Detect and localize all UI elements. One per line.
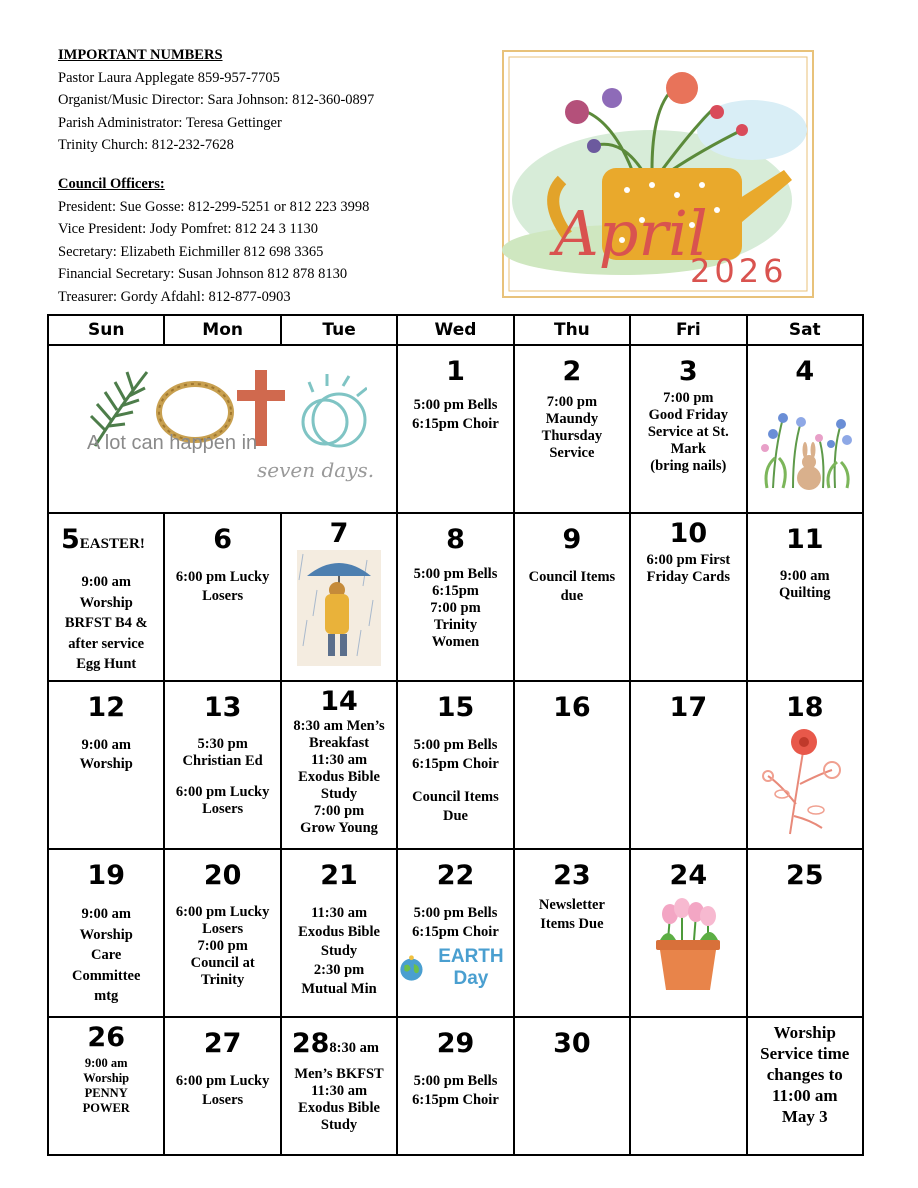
note-line: changes to [766,1065,843,1084]
day-cell-10 [630,513,746,681]
day-cell-26 [48,1017,164,1155]
treasurer-line: Treasurer: Gordy Afdahl: 812-877-0903 [58,288,291,305]
day-number: 18 [785,692,824,723]
year-label: 2026 [690,252,788,290]
note-line: Service time [760,1044,850,1063]
council-officers-heading: Council Officers: [58,175,165,192]
earth-day-text: EARTH Day [438,946,504,989]
event-line: 6:15pm Choir [412,1092,499,1108]
event-line: Women [431,634,480,650]
event-line: 6:00 pm Lucky [175,904,270,920]
event-line: due [560,588,584,604]
event-line: Trinity [433,617,478,633]
weekday-sun: Sun [48,315,164,345]
event-line: Newsletter [538,897,605,913]
week-row [48,849,863,1017]
event-line: Care [91,947,122,963]
day-cell-17 [630,681,746,849]
day-number-row [49,524,163,560]
day-cell-3 [630,345,746,513]
day-cell-1 [397,345,513,513]
day-number: 30 [553,1028,591,1059]
event-line: Exodus Bible [298,769,380,785]
weekday-header-row [48,315,863,345]
day-number: 28 [291,1028,330,1059]
church-phone-line: Trinity Church: 812-232-7628 [58,137,234,154]
day-number-row [282,1028,396,1064]
seven-days-caption: A lot can happen in [87,432,258,454]
day-number: 9 [562,524,582,555]
event-line: 5:00 pm Bells [413,397,498,413]
organist-line: Organist/Music Director: Sara Johnson: 812-360-0897 [58,92,375,109]
day-cell-6 [164,513,280,681]
day-number: 4 [795,356,815,387]
note-line: Worship [773,1023,836,1042]
event-line: 8:30 am Men’s [293,718,385,734]
event-line: Committee [71,967,141,984]
day-events [631,390,745,475]
event-line: 6:00 pm Lucky [175,1073,270,1089]
day-cell-14 [281,681,397,849]
day-cell-7 [281,513,397,681]
event-line: Losers [202,1092,244,1108]
rainy-day-illustration [297,550,381,666]
day-number: 2 [562,356,582,387]
day-events [515,394,629,462]
event-line: Study [320,943,358,959]
event-line: 6:00 pm Lucky [175,784,270,800]
weekday-thu: Thu [514,315,630,345]
day-events [49,572,163,675]
day-cell-21 [281,849,397,1017]
event-line: Men’s BKFST [294,1066,384,1082]
event-line: Egg Hunt [76,656,137,672]
day-number: 16 [553,692,591,723]
day-events [398,396,512,434]
coral-flower-illustration [760,724,850,836]
event-line: 7:00 pm [663,390,714,406]
day-events [165,904,279,989]
week-row [48,1017,863,1155]
weekday-fri: Fri [630,315,746,345]
tulip-pot-illustration [648,896,728,992]
event-line: Service at St. [647,424,729,440]
important-numbers-heading: IMPORTANT NUMBERS [58,47,223,63]
pastor-line: Pastor Laura Applegate 859-957-7705 [58,69,280,86]
day-cell-22 [397,849,513,1017]
week-row [48,513,863,681]
event-line: Study [320,1117,358,1133]
event-line: Quilting [778,585,831,601]
event-line: 6:00 pm First [646,552,731,568]
day-number: 7 [329,518,349,549]
day-number: 1 [446,356,465,387]
event-line: Christian Ed [182,753,263,769]
day-cell-4 [747,345,863,513]
event-line: POWER [82,1101,130,1115]
event-line: PENNY [84,1086,128,1100]
day-number: 23 [553,860,591,891]
day-number: 25 [785,860,824,891]
event-line: Breakfast [308,735,370,751]
event-line: Friday Cards [646,569,730,585]
event-line: 11:30 am [311,1083,368,1099]
event-line: 6:15pm Choir [412,924,499,940]
day-events [515,896,629,934]
day-events [515,568,629,606]
note-line: 11:00 am [771,1086,838,1105]
event-line: mtg [94,988,119,1004]
weekday-sat: Sat [747,315,863,345]
day-events [398,736,512,826]
day-cell-11 [747,513,863,681]
event-line: Service [549,445,595,461]
empty-cell [630,1017,746,1155]
event-line: 5:00 pm Bells [413,737,498,753]
day-cell-12 [48,681,164,849]
weekday-wed: Wed [397,315,513,345]
day-cell-5 [48,513,164,681]
april-calendar [47,314,864,1156]
event-line: 9:00 am [81,574,131,590]
day-events [748,568,862,602]
event-line: Trinity [201,972,245,988]
inline-event-time: 8:30 am [329,1040,379,1056]
day-cell-23 [514,849,630,1017]
event-line: Council Items [528,569,616,585]
event-line: Mark [670,441,707,457]
financial-secretary-line: Financial Secretary: Susan Johnson 812 878 8130 [58,266,348,283]
day-number: 3 [678,356,698,387]
day-number: 10 [669,518,708,549]
event-line: 9:00 am [81,737,131,753]
day-cell-24 [630,849,746,1017]
easter-label: EASTER! [79,536,145,552]
event-line: (bring nails) [650,458,727,474]
event-line: 6:15pm [432,583,479,599]
day-events [398,1072,512,1110]
day-number: 20 [203,860,242,891]
event-line: Losers [202,588,244,604]
event-line: Study [320,786,358,802]
day-cell-30 [514,1017,630,1155]
event-line: Exodus Bible [298,924,380,940]
day-number: 29 [436,1028,475,1059]
event-line: 5:30 pm [197,736,248,752]
event-line: 9:00 am [81,906,131,922]
event-line: 7:00 pm [197,938,248,954]
day-events [49,904,163,1007]
event-line: 5:00 pm Bells [413,1073,498,1089]
day-number: 19 [87,860,125,891]
event-line: Losers [202,801,244,817]
event-line: 6:15pm Choir [412,756,499,772]
event-line: 7:00 pm [430,600,481,616]
service-time-note [748,1022,862,1127]
week-row [48,681,863,849]
april-watering-can-artwork [502,50,814,298]
seven-days-cell [48,345,397,513]
event-line: 11:30 am [311,752,368,768]
day-cell-27 [164,1017,280,1155]
event-line: 5:00 pm Bells [413,905,498,921]
event-line: Grow Young [300,820,378,836]
day-cell-16 [514,681,630,849]
day-number: 11 [785,524,824,555]
event-line: 5:00 pm Bells [413,566,498,582]
event-line: Items Due [540,916,604,932]
day-number: 13 [203,692,242,723]
day-number: 5 [61,524,80,555]
day-number: 21 [320,860,358,891]
event-line: after service [68,635,145,652]
day-number: 17 [669,692,708,723]
day-events [165,1072,279,1110]
day-events [49,736,163,774]
event-line: Maundy [545,411,599,427]
day-cell-29 [397,1017,513,1155]
president-line: President: Sue Gosse: 812-299-5251 or 812 223 3998 [58,198,370,215]
day-cell-19 [48,849,164,1017]
event-line: BRFST B4 & [64,615,148,631]
day-number: 27 [203,1028,242,1059]
seven-days-script: seven days. [257,458,375,482]
day-events [631,552,745,586]
bluebells-bunny-illustration [753,388,857,492]
day-events [398,566,512,651]
event-line: Due [442,808,468,824]
day-cell-28 [281,1017,397,1155]
day-number: 6 [213,524,233,555]
day-number: 15 [436,692,475,723]
event-line: Mutual Min [301,981,377,997]
earth-day-badge [398,946,512,990]
administrator-line: Parish Administrator: Teresa Gettinger [58,114,282,131]
day-cell-18 [747,681,863,849]
service-time-note-cell [747,1017,863,1155]
event-line: 7:00 pm [546,394,598,410]
day-events [165,736,279,818]
day-cell-2 [514,345,630,513]
day-number: 26 [87,1022,125,1053]
event-line: 9:00 am [779,568,830,584]
day-number: 8 [446,524,465,555]
globe-icon [398,951,425,985]
day-events [165,568,279,606]
week-row [48,345,863,513]
secretary-line: Secretary: Elizabeth Eichmiller 812 698 3365 [58,243,324,260]
day-number: 12 [87,692,125,723]
event-line: Council at [190,955,255,971]
day-cell-9 [514,513,630,681]
empty-tomb-icon [303,374,367,446]
event-line: 7:00 pm [313,803,365,819]
event-line: Thursday [541,428,603,444]
weekday-tue: Tue [281,315,397,345]
important-numbers-section [58,44,498,309]
event-line: 6:15pm Choir [412,416,499,432]
vice-president-line: Vice President: Jody Pomfret: 812 24 3 1130 [58,221,318,238]
event-line: Exodus Bible [298,1100,380,1116]
event-line: Worship [79,756,133,772]
event-line: 11:30 am [311,905,368,921]
event-line: Worship [79,594,133,611]
day-events [49,1056,163,1116]
day-number: 22 [436,860,475,891]
day-events [398,904,512,942]
note-line: May 3 [781,1107,828,1126]
day-cell-8 [397,513,513,681]
day-cell-13 [164,681,280,849]
month-title: April [554,197,708,270]
day-events [282,1066,396,1134]
day-events [282,718,396,837]
event-line: Worship [83,1071,130,1085]
event-line: 2:30 pm [313,962,365,978]
day-events [282,904,396,999]
weekday-mon: Mon [164,315,280,345]
event-line: 6:00 pm Lucky [175,569,270,585]
day-cell-25 [747,849,863,1017]
event-line: Council Items [412,789,499,805]
event-line: Good Friday [648,407,728,423]
event-line: 9:00 am [84,1056,128,1070]
day-number: 14 [320,686,358,717]
event-line: Worship [79,926,133,943]
day-cell-15 [397,681,513,849]
day-number: 24 [669,860,708,891]
day-cell-20 [164,849,280,1017]
event-line: Losers [202,921,244,937]
